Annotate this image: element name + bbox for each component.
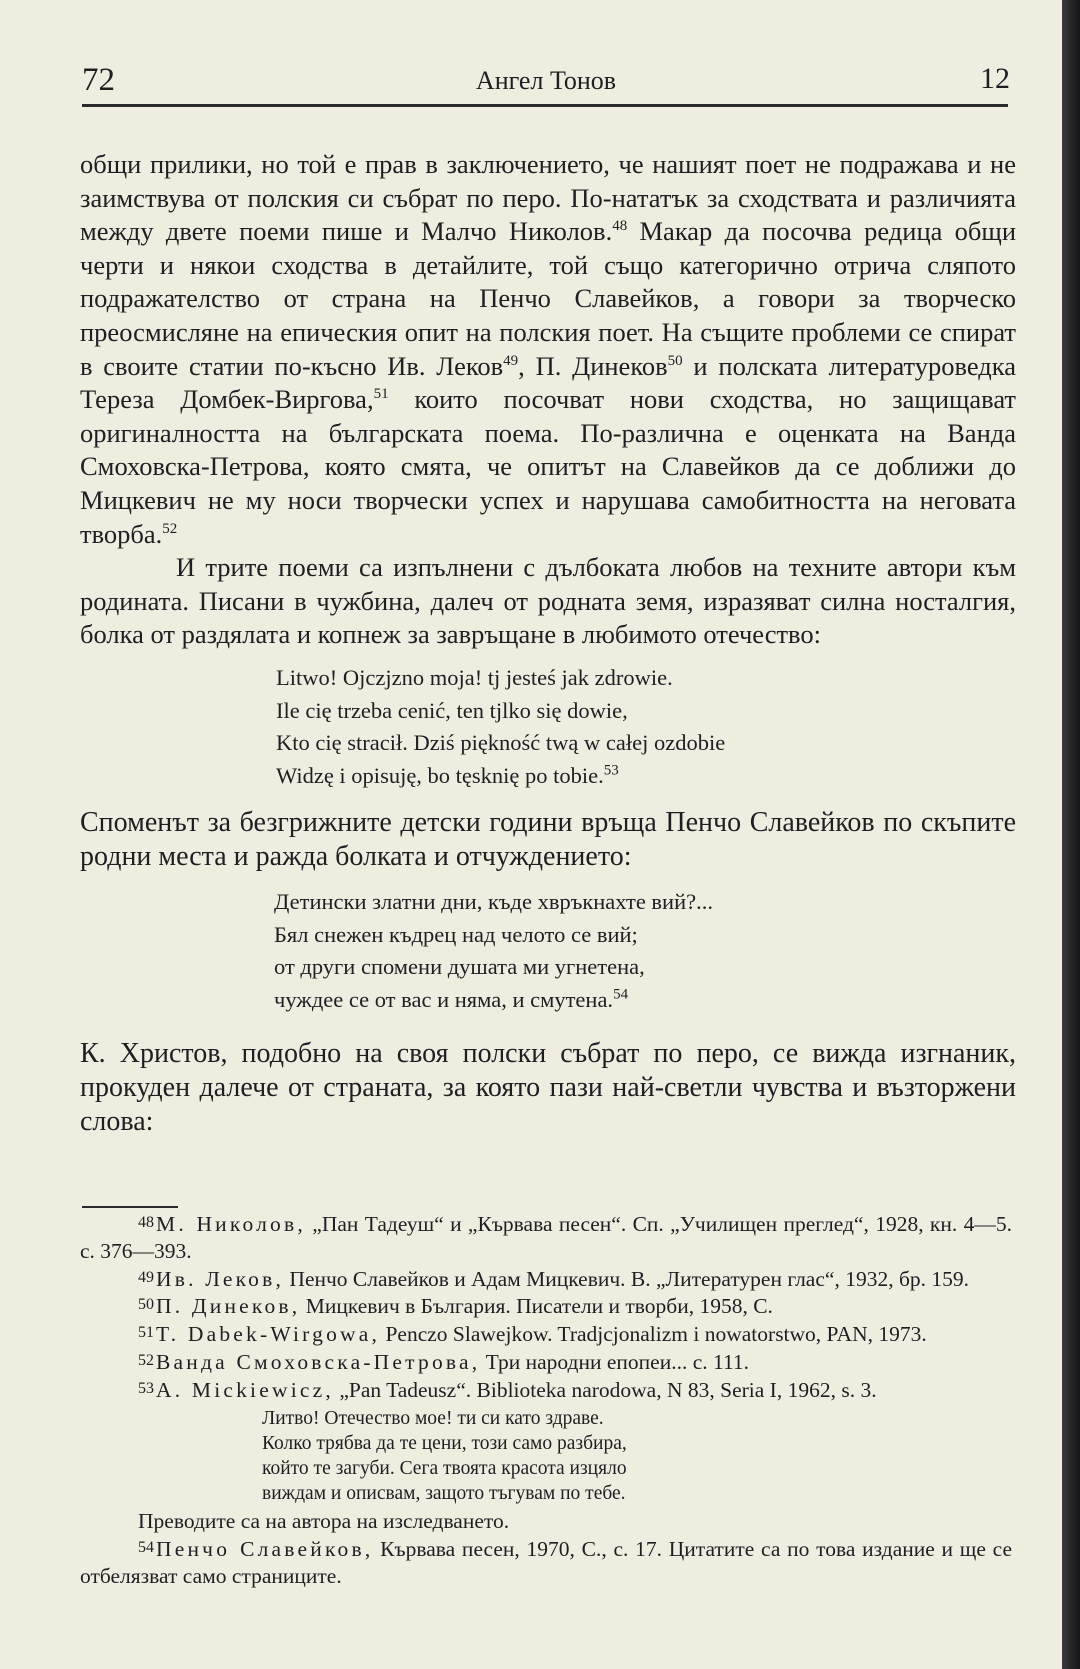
verse-line: Детински златни дни, къде хвръкнахте вий?... bbox=[274, 889, 713, 915]
book-spine-edge bbox=[1062, 0, 1080, 1669]
verse-line: Litwo! Ojczjzno moja! tj jesteś jak zdrowie. bbox=[276, 664, 673, 690]
verse-line: чуждее се от вас и няма, и смутена.$^{54}$ bbox=[274, 986, 629, 1013]
footnote-ref-50: 50 bbox=[667, 352, 683, 369]
footnote-ref-52: 52 bbox=[162, 520, 178, 537]
footnote-54: 54Пенчо Славейков, Кървава песен, 1970, С., с. 17. Цитатите са по това издание и ще се отбелязват само страниците. bbox=[80, 1537, 1012, 1588]
signature-mark: 12 bbox=[980, 62, 1010, 95]
polish-verse bbox=[80, 662, 1016, 792]
page-number: 72 bbox=[82, 62, 115, 98]
footnote-50: 50П. Динеков, Мицкевич в България. Писатели и творби, 1958, С. bbox=[138, 1294, 773, 1319]
paragraph-1: общи прилики, но той е прав в заключението, че нашият поет не подражава и не заимствува от полския си събрат по перо. По-нататък за сходствата и различията между двете поеми пише и Малчо Николов.$^{48}$ Макар да посочва редица общи черти и някои сходства в детайлите, той също категорично отрича сляпото подражателство от страна на Пенчо Славейков, а говори за творческо преосмисляне на епическия опит на полския поет. На същите проблеми се спират в своите статии по-късно Ив. Леков$^{49}$, П. Динеков$^{50}$ и полската литературоведка Тереза Домбек-Виргова,$^{51}$ които посочват нови сходства, но защищават оригиналността на българската поема. По-различна е оценката на Ванда Смоховска-Петрова, която смята, че опитът на Славейков да се доближи до Мицкевич не му носи творчески успех и нарушава самобитността на неговата творба.$^{52}$ bbox=[80, 149, 1017, 549]
footnote-rule bbox=[82, 1206, 178, 1208]
running-header bbox=[82, 58, 1010, 104]
footnotes bbox=[80, 1210, 1012, 1590]
translation-note: Преводите са на автора на изследването. bbox=[138, 1509, 510, 1534]
footnote-51: 51T. Dabek-Wirgowa, Penczo Slawejkow. Tradjcjonalizm i nowatorstwo, PAN, 1973. bbox=[138, 1322, 927, 1347]
footnote-ref-54: 54 bbox=[613, 986, 629, 1003]
verse-line: Ile cię trzeba cenić, ten tjlko się dowie, bbox=[276, 697, 628, 723]
translation-line: Колко трябва да те цени, този само разбира, bbox=[262, 1432, 627, 1454]
footnote-ref-53: 53 bbox=[603, 762, 619, 779]
paragraph-3: Споменът за безгрижните детски години връща Пенчо Славейков по скъпите родни места и ражда болката и отчуждението: bbox=[80, 807, 1016, 873]
footnote-49: 49Ив. Леков, Пенчо Славейков и Адам Мицкевич. В. „Литературен глас“, 1932, бр. 159. bbox=[138, 1266, 970, 1291]
verse-line: Widzę i opisuję, bo tęsknię po tobie.$^{53}$ bbox=[276, 762, 619, 788]
bulgarian-verse bbox=[80, 886, 1016, 1016]
main-text bbox=[80, 148, 1016, 1139]
translation-line: който те загуби. Сега твоята красота изцяло bbox=[262, 1457, 627, 1479]
footnote-53: 53A. Mickiewicz, „Pan Tadeusz“. Biblioteka narodowa, N 83, Seria I, 1962, s. 3. bbox=[138, 1377, 877, 1402]
translation-line: Литво! Отечество мое! ти си като здраве. bbox=[262, 1407, 604, 1429]
paragraph-4: К. Христов, подобно на своя полски събрат по перо, се вижда изгнаник, прокуден далече от страната, за която пази най-светли чувства и възторжени слова: bbox=[80, 1037, 1016, 1137]
translation-line: виждам и описвам, защото тъгувам по тебе. bbox=[262, 1483, 626, 1505]
footnote-ref-51: 51 bbox=[373, 386, 389, 403]
footnote-48: 48М. Николов, „Пан Тадеуш“ и „Кървава песен“. Сп. „Училищен преглед“, 1928, кн. 4—5. с. 376—393. bbox=[80, 1212, 1012, 1263]
header-rule bbox=[82, 104, 1008, 107]
verse-line: от други спомени душата ми угнетена, bbox=[274, 954, 645, 980]
footnote-52: 52Ванда Смоховска-Петрова, Три народни епопеи... с. 111. bbox=[138, 1349, 750, 1374]
verse-line: Бял снежен къдрец над челото се вий; bbox=[274, 921, 638, 947]
footnote-ref-48: 48 bbox=[612, 218, 628, 235]
footnote-translation-verse bbox=[262, 1406, 1012, 1507]
footnote-ref-49: 49 bbox=[503, 352, 519, 369]
paragraph-2: И трите поеми са изпълнени с дълбоката любов на техните автори към родината. Писани в чужбина, далеч от родната земя, изразяват силна носталгия, болка от раздялата и копнеж за завръщане в любимото отечество: bbox=[80, 552, 1016, 650]
verse-line: Kto cię stracił. Dziś piękność twą w całej ozdobie bbox=[276, 730, 726, 756]
running-title: Ангел Тонов bbox=[475, 66, 617, 95]
